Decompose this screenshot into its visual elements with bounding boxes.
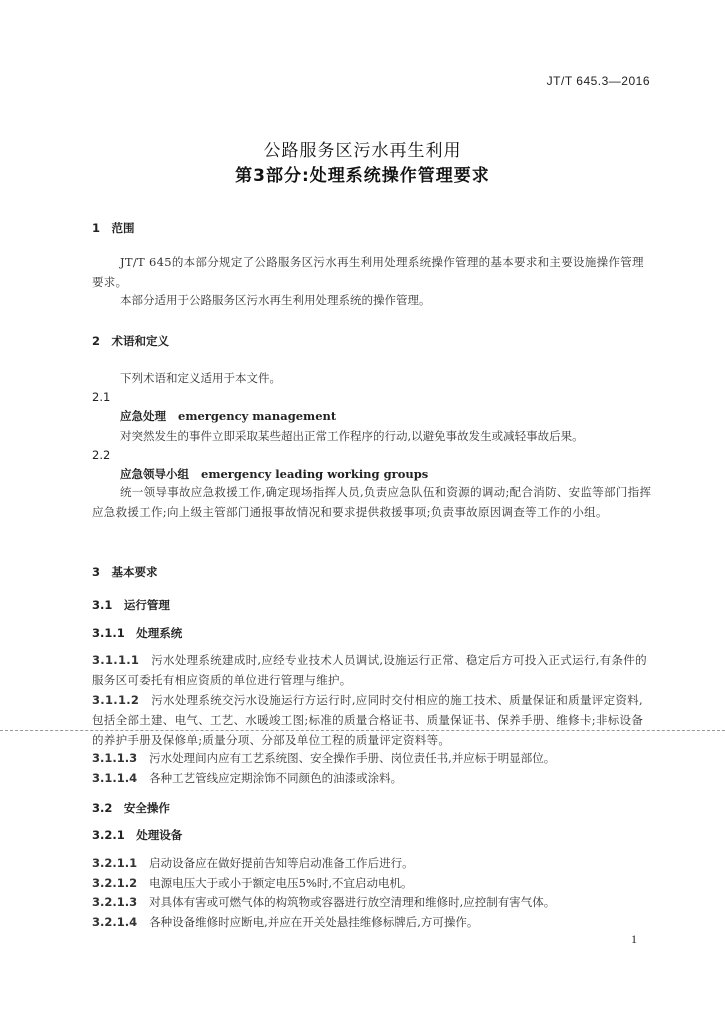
section-3-heading: 3 基本要求: [92, 565, 158, 579]
section-1-heading: 1 范围: [92, 221, 135, 235]
term-2-2-definition: 统一领导事故应急救援工作,确定现场指挥人员,负责应急队伍和资源的调动;配合消防、安监等部门指挥应急救援工作;向上级主管部门通报事故情况和要求提供救援事项;负责事故原因调查等工作的小组。: [92, 485, 652, 519]
clause-3-2-1-2: [92, 875, 652, 891]
section-2-heading: 2 术语和定义: [92, 334, 170, 348]
clause-3-1-1-3-text: 污水处理间内应有工艺系统图、安全操作手册、岗位责任书,并应标于明显部位。: [149, 751, 556, 765]
section-3-2-1-heading: 3.2.1 处理设备: [92, 828, 183, 842]
clause-3-2-1-2-text: 电源电压大于或小于额定电压5%时,不宜启动电机。: [149, 876, 413, 890]
section-1-para-2: 本部分适用于公路服务区污水再生利用处理系统的操作管理。: [120, 293, 431, 307]
term-2-1-number: 2.1: [92, 390, 111, 404]
clause-3-2-1-1: [92, 855, 652, 871]
standard-code: JT/T 645.3—2016: [546, 74, 650, 88]
page-cut-line: [0, 730, 725, 731]
clause-3-1-1-2-number: 3.1.1.2: [92, 693, 140, 707]
term-2-1-definition: 对突然发生的事件立即采取某些超出正常工作程序的行动,以避免事故发生或减轻事故后果。: [120, 429, 584, 443]
clause-3-2-1-4: [92, 914, 652, 930]
term-2-1-english: emergency management: [178, 409, 337, 423]
term-2-2: [120, 466, 680, 482]
clause-3-2-1-1-number: 3.2.1.1: [92, 856, 138, 870]
clause-3-1-1-1-number: 3.1.1.1: [92, 653, 140, 667]
page-number: 1: [631, 932, 637, 946]
clause-3-1-1-4: [92, 770, 652, 786]
term-2-1: [120, 408, 680, 424]
section-2-intro: 下列术语和定义适用于本文件。: [120, 371, 281, 385]
clause-3-2-1-3: [92, 894, 652, 910]
clause-3-1-1-1-text: 污水处理系统建成时,应经专业技术人员调试,设施运行正常、稳定后方可投入正式运行,有条件的服务区可委托有相应资质的单位进行管理与维护。: [92, 653, 647, 687]
section-3-1-heading: 3.1 运行管理: [92, 598, 170, 612]
clause-3-1-1-2-text: 污水处理系统交污水设施运行方运行时,应同时交付相应的施工技术、质量保证和质量评定资料,包括全部土建、电气、工艺、水暖竣工图;标准的质量合格证书、质量保证书、保养手册、维修卡;非标设备的养护手册及保修单;质量分项、分部及单位工程的质量评定资料等。: [92, 693, 644, 747]
clause-3-2-1-4-number: 3.2.1.4: [92, 915, 138, 929]
clause-3-2-1-1-text: 启动设备应在做好提前告知等启动准备工作后进行。: [149, 856, 414, 870]
clause-3-1-1-3-number: 3.1.1.3: [92, 751, 138, 765]
clause-3-1-1-3: [92, 750, 652, 766]
term-2-2-english: emergency leading working groups: [201, 467, 429, 481]
title-line-2: 第3部分:处理系统操作管理要求: [235, 166, 490, 186]
section-3-1-1-heading: 3.1.1 处理系统: [92, 626, 183, 640]
clause-3-2-1-3-text: 对具体有害或可燃气体的构筑物或容器进行放空清理和维修时,应控制有害气体。: [149, 895, 556, 909]
term-2-1-chinese: 应急处理: [120, 409, 166, 423]
term-2-2-chinese: 应急领导小组: [120, 467, 189, 481]
clause-3-2-1-3-number: 3.2.1.3: [92, 895, 138, 909]
term-2-2-number: 2.2: [92, 448, 111, 462]
title-line-1: 公路服务区污水再生利用: [263, 141, 462, 161]
clause-3-1-1-4-text: 各种工艺管线应定期涂饰不同颜色的油漆或涂料。: [149, 771, 403, 785]
clause-3-2-1-4-text: 各种设备维修时应断电,并应在开关处悬挂维修标牌后,方可操作。: [149, 915, 479, 929]
clause-3-1-1-2: [92, 690, 654, 750]
clause-3-1-1-1: [92, 650, 654, 690]
clause-3-1-1-4-number: 3.1.1.4: [92, 771, 138, 785]
section-1-para-1: JT/T 645的本部分规定了公路服务区污水再生利用处理系统操作管理的基本要求和主要设施操作管理要求。: [92, 255, 644, 289]
section-3-2-heading: 3.2 安全操作: [92, 801, 170, 815]
clause-3-2-1-2-number: 3.2.1.2: [92, 876, 138, 890]
